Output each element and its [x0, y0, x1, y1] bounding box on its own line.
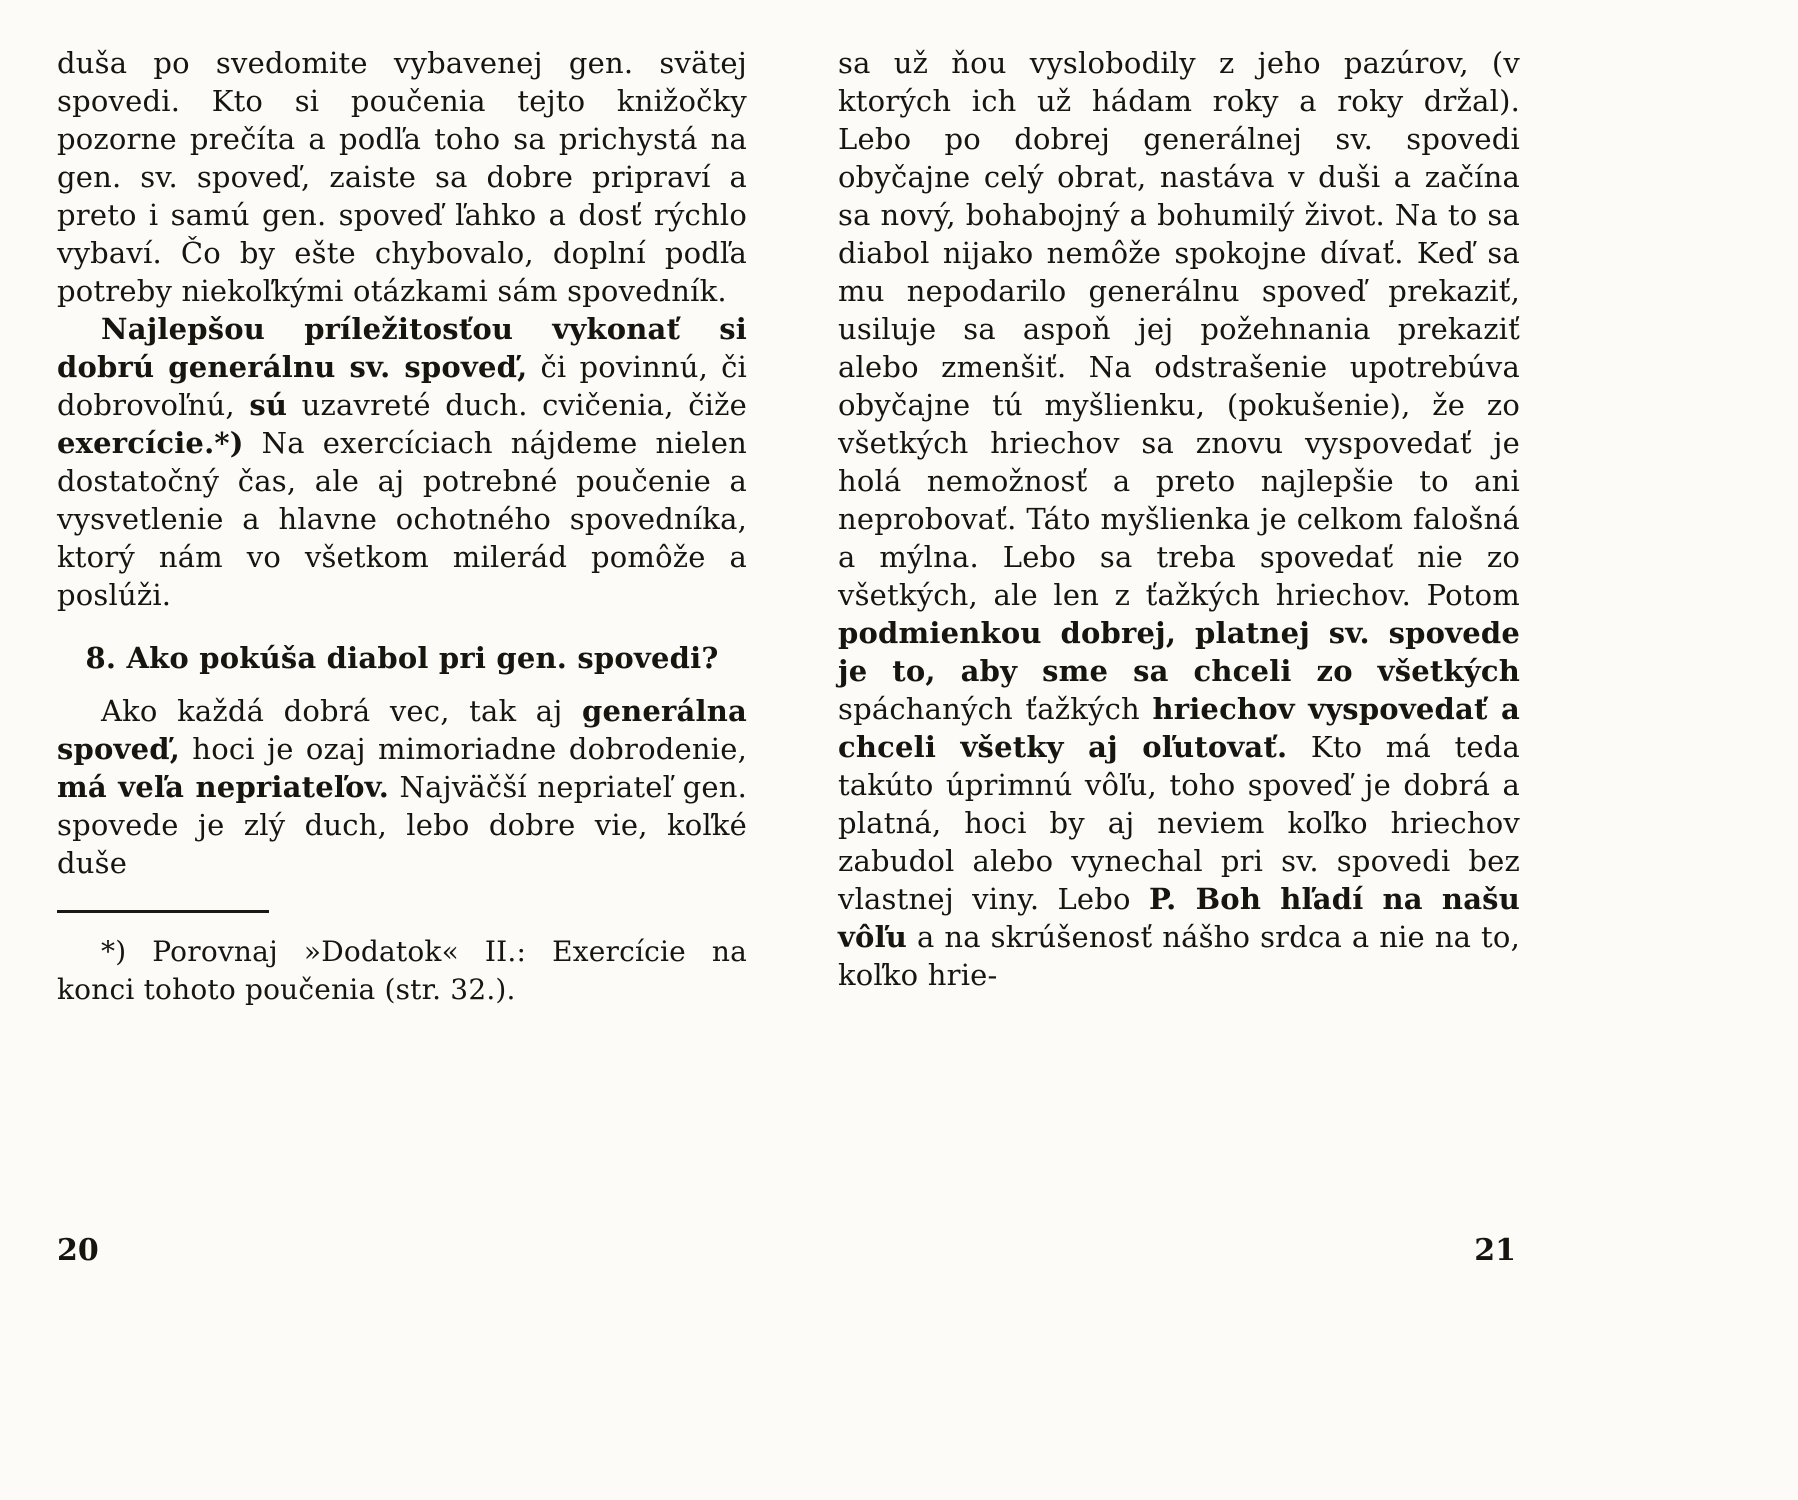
bold-text-run: P. Boh hľadí na našu vôľu — [838, 882, 1520, 954]
bold-text-run: generálna spoveď, — [57, 694, 747, 766]
text-run: Najväčší nepriateľ gen. spovede je zlý duch, lebo dobre vie, koľké duše — [57, 770, 747, 880]
paragraph — [57, 310, 747, 614]
text-run: *) Porovnaj »Dodatok« II.: Exercície na konci tohoto poučenia (str. 32.). — [57, 935, 747, 1006]
paragraph — [838, 44, 1520, 994]
text-run: a na skrúšenosť nášho srdca a nie na to, koľko hrie- — [838, 920, 1520, 992]
text-run: sa už ňou vyslobodily z jeho pazúrov, (v ktorých ich už hádam roky a roky držal). Lebo po dobrej generálnej sv. spovedi obyčajne celý obrat, nastáva v duši a začína sa nový, bohabojný a bohumilý život. Na to sa diabol nijako nemôže spokojne dívať. Keď sa mu nepodarilo generálnu spoveď prekaziť, usiluje sa aspoň jej požehnania prekaziť alebo zmenšiť. Na odstrašenie upotrebúva obyčajne tú myšlienku, (pokušenie), že zo všetkých hriechov sa znovu vyspovedať je holá nemožnosť a preto najlepšie to ani neprobovať. Táto myšlienka je celkom falošná a mýlna. Lebo sa treba spovedať nie zo všetkých, ale len z ťažkých hriechov. Potom — [838, 46, 1520, 612]
text-run: hoci je ozaj mimoriadne dobrodenie, — [180, 732, 747, 766]
page-right — [838, 44, 1520, 1268]
page-left — [57, 44, 747, 1268]
page-content-right — [838, 44, 1520, 994]
paragraph — [57, 692, 747, 882]
text-run: Ako každá dobrá vec, tak aj — [101, 694, 582, 728]
page-content-left — [57, 44, 747, 1009]
text-run: duša po svedomite vybavenej gen. svätej spovedi. Kto si poučenia tejto knižočky pozorne prečíta a podľa toho sa prichystá na gen. sv. spoveď, zaiste sa dobre pripraví a preto i samú gen. spoveď ľahko a dosť rýchlo vybaví. Čo by ešte chybovalo, doplní podľa potreby niekoľkými otázkami sám spovedník. — [57, 46, 747, 308]
bold-text-run: Najlepšou príležitosťou vykonať si dobrú generálnu sv. spoveď, — [57, 312, 747, 384]
footnote — [57, 933, 747, 1009]
page-number: 20 — [57, 1233, 99, 1268]
section-heading — [81, 638, 723, 678]
text-run: Na exercíciach nájdeme nielen dostatočný čas, ale aj potrebné poučenie a vysvetlenie a hlavne ochotného spovedníka, ktorý nám vo všetkom milerád pomôže a poslúži. — [57, 426, 747, 612]
paragraph — [57, 44, 747, 310]
bold-text-run: 8. Ako pokúša diabol pri gen. spovedi? — [85, 641, 719, 675]
text-run: či povinnú, či dobrovoľnú, — [57, 350, 747, 422]
text-run: spáchaných ťažkých — [838, 692, 1153, 726]
footnote-separator — [57, 910, 269, 913]
bold-text-run: sú — [249, 388, 288, 422]
bold-text-run: hriechov vyspovedať a chceli všetky aj oľutovať. — [838, 692, 1520, 764]
bold-text-run: podmienkou dobrej, platnej sv. spovede je to, aby sme sa chceli zo všetkých — [838, 616, 1520, 688]
page-number: 21 — [1474, 1233, 1516, 1268]
bold-text-run: exercície.*) — [57, 426, 244, 460]
text-run: uzavreté duch. cvičenia, čiže — [287, 388, 747, 422]
bold-text-run: má veľa nepriateľov. — [57, 770, 390, 804]
text-run: Kto má teda takúto úprimnú vôľu, toho spoveď je dobrá a platná, hoci by aj neviem koľko hriechov zabudol alebo vynechal pri sv. spovedi bez vlastnej viny. Lebo — [838, 730, 1520, 916]
